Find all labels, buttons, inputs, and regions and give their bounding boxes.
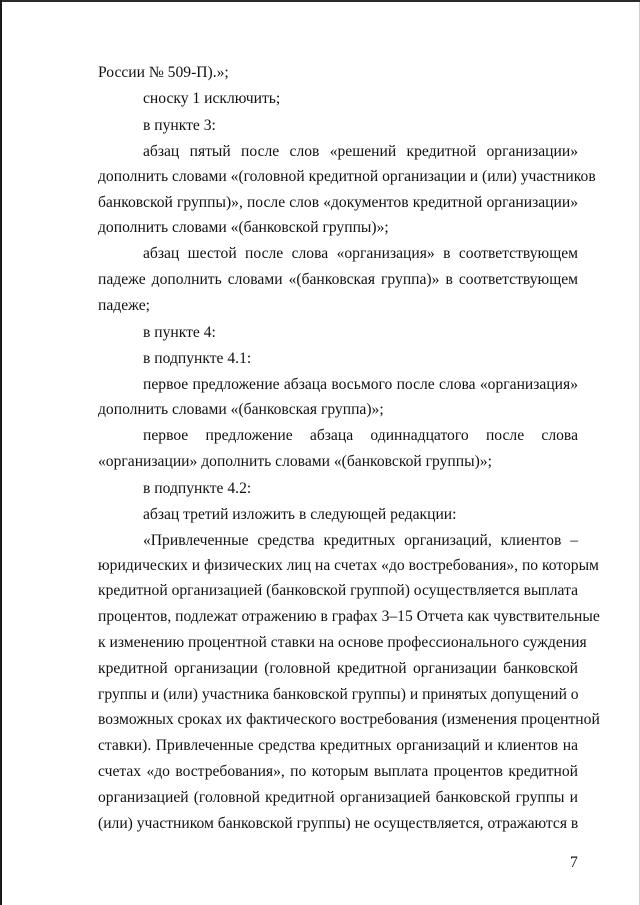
text-line: дополнить словами «(головной кредитной организации и (или) участников (98, 168, 596, 185)
text-line: к изменению процентной ставки на основе профессионального суждения (98, 634, 587, 651)
text-line: в подпункте 4.2: (143, 480, 252, 497)
page-number: 7 (570, 854, 578, 871)
text-line: «Привлеченные средства кредитных организаций, клиентов – (143, 532, 578, 549)
text-line: юридических и физических лиц на счетах «до востребования», по которым (98, 557, 599, 574)
text-line: в пункте 3: (143, 117, 216, 134)
text-line: дополнить словами «(банковская группа)»; (98, 401, 384, 418)
text-line: сноску 1 исключить; (143, 90, 281, 107)
text-line: организацией (головной кредитной организацией банковской группы и (98, 789, 578, 806)
text-line: в пункте 4: (143, 324, 216, 341)
text-line: (или) участником банковской группы) не осуществляется, отражаются в (98, 815, 579, 832)
text-line: абзац шестой после слова «организация» в соответствующем (143, 245, 578, 262)
text-line: счетах «до востребования», по которым выплата процентов кредитной (98, 763, 578, 780)
text-line: банковской группы)», после слов «документов кредитной организации» (98, 194, 578, 211)
text-line: кредитной организацией (банковской группой) осуществляется выплата (98, 582, 578, 599)
text-line: процентов, подлежат отражению в графах 3–15 Отчета как чувствительные (98, 608, 600, 625)
text-line: абзац третий изложить в следующей редакции: (143, 506, 457, 523)
text-line: кредитной организации (головной кредитной организации банковской (98, 660, 578, 677)
text-line: в подпункте 4.1: (143, 350, 252, 367)
text-line: первое предложение абзаца одиннадцатого после слова (143, 427, 578, 444)
text-line: «организации» дополнить словами «(банковской группы)»; (98, 453, 492, 470)
text-line: группы и (или) участника банковской группы) и принятых допущений о (98, 686, 579, 703)
text-line: возможных сроках их фактического востребования (изменения процентной (98, 711, 600, 728)
text-line: абзац пятый после слов «решений кредитной организации» (143, 143, 578, 160)
text-line: падеже; (98, 297, 150, 314)
text-line: первое предложение абзаца восьмого после слова «организация» (143, 376, 578, 393)
text-line: ставки). Привлеченные средства кредитных организаций и клиентов на (98, 737, 578, 754)
text-line: падеже дополнить словами «(банковская группа)» в соответствующем (98, 271, 578, 288)
text-line: России № 509-П).»; (98, 64, 229, 81)
text-line: дополнить словами «(банковской группы)»; (98, 219, 389, 236)
